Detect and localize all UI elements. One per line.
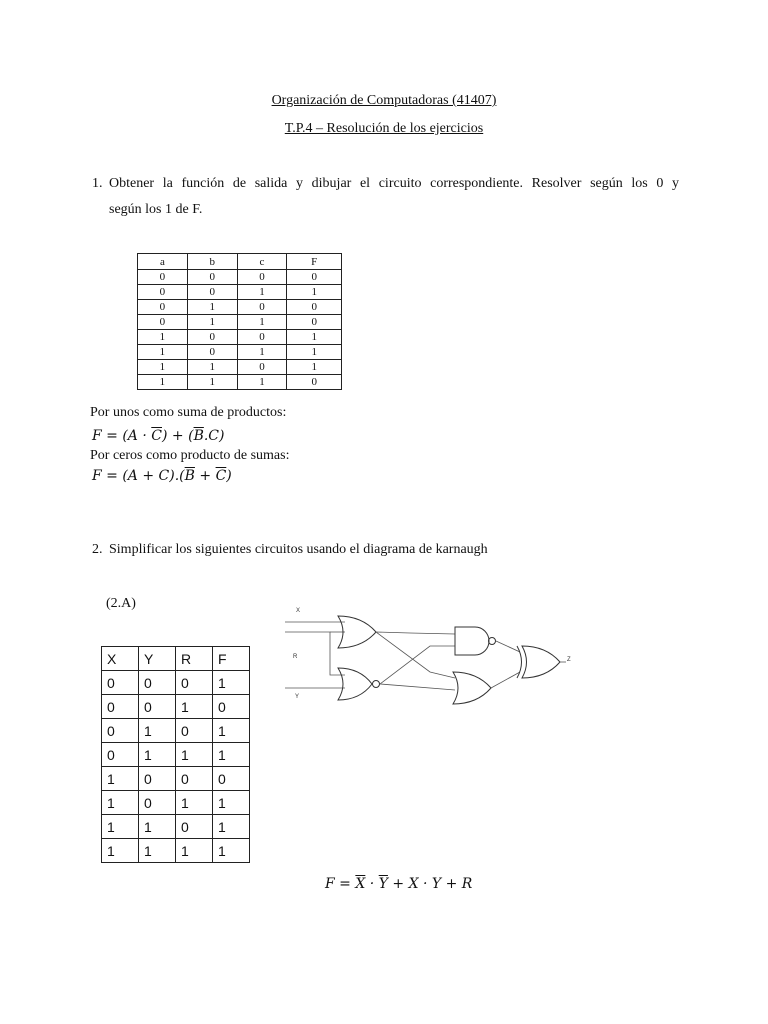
table-row	[138, 345, 342, 360]
table-cell: 0	[237, 300, 287, 315]
table-row	[138, 285, 342, 300]
table-cell: 0	[287, 270, 342, 285]
logic-circuit-diagram	[280, 600, 600, 710]
truth-table-2	[101, 646, 250, 863]
table-cell: 0	[237, 270, 287, 285]
table-cell: 0	[237, 330, 287, 345]
table-cell: 1	[213, 743, 250, 767]
table-cell: 1	[237, 315, 287, 330]
table-cell: 1	[102, 767, 139, 791]
table-cell: 1	[102, 815, 139, 839]
table-cell: 0	[237, 360, 287, 375]
table-cell: 0	[187, 270, 237, 285]
nor-gate-2-bubble	[373, 681, 380, 688]
pos-label: Por ceros como producto de sumas:	[90, 448, 290, 463]
sop-formula-text: $F = (A \cdot \overline{C}) + (\overline{B}.C)$	[92, 428, 225, 444]
table-cell: 1	[287, 285, 342, 300]
wire-or4-to-xor	[491, 672, 520, 688]
table-cell: 0	[102, 743, 139, 767]
table-row	[138, 330, 342, 345]
table-cell: 1	[237, 375, 287, 390]
table-cell: 0	[176, 719, 213, 743]
table-row	[102, 743, 250, 767]
exercise-1-statement-line1: Obtener la función de salida y dibujar el circuito correspondiente. Resolver según los 0 y	[109, 176, 679, 191]
table-cell: 0	[187, 345, 237, 360]
table-cell: 1	[213, 815, 250, 839]
table-row	[138, 300, 342, 315]
table-row	[138, 375, 342, 390]
table-cell: 0	[102, 695, 139, 719]
pos-formula	[92, 468, 232, 484]
table-cell: 0	[287, 375, 342, 390]
table-cell: 1	[139, 743, 176, 767]
table-cell: 0	[138, 315, 188, 330]
table-cell: 1	[176, 839, 213, 863]
table-cell: 1	[176, 791, 213, 815]
input-label-y: Y	[295, 694, 300, 700]
sop-label: Por unos como suma de productos:	[90, 405, 287, 420]
result-formula	[325, 876, 472, 892]
pos-formula-text: $F = (A + C).(\overline{B} + \overline{C})$	[92, 468, 232, 484]
table-cell: 0	[102, 719, 139, 743]
table-cell: 0	[187, 285, 237, 300]
table-cell: 1	[176, 743, 213, 767]
table-cell: 1	[287, 345, 342, 360]
table-cell: 1	[287, 330, 342, 345]
table-cell: 0	[139, 671, 176, 695]
nand-gate-3	[455, 627, 489, 655]
col-header-f: F	[287, 254, 342, 270]
xor-gate-5	[522, 646, 560, 678]
input-label-x: X	[296, 608, 301, 614]
table-cell: 0	[176, 767, 213, 791]
table-row	[138, 270, 342, 285]
table-row	[138, 360, 342, 375]
table-cell: 0	[139, 695, 176, 719]
table-cell: 1	[213, 719, 250, 743]
result-formula-text: $F = \overline{X} \cdot \overline{Y} + X \cdot Y + R$	[325, 876, 473, 892]
table-cell: 1	[187, 300, 237, 315]
table-cell: 1	[213, 839, 250, 863]
exercise-1-number: 1.	[92, 176, 103, 191]
table-cell: 1	[139, 815, 176, 839]
output-label-z: Z	[567, 657, 571, 663]
col-header-y: Y	[139, 647, 176, 671]
wire-nor2-to-or3	[380, 684, 455, 690]
table-row	[102, 839, 250, 863]
table-cell: 0	[138, 300, 188, 315]
table-row	[138, 315, 342, 330]
wire-nor2-to-nand	[380, 646, 455, 684]
col-header-f: F	[213, 647, 250, 671]
table-cell: 1	[187, 375, 237, 390]
table-cell: 0	[213, 767, 250, 791]
table-cell: 0	[139, 791, 176, 815]
table-cell: 1	[102, 791, 139, 815]
table-row	[102, 695, 250, 719]
sop-formula	[92, 428, 224, 444]
table-cell: 0	[287, 315, 342, 330]
wire-or1-to-or3	[376, 632, 455, 678]
col-header-c: c	[237, 254, 287, 270]
table-cell: 1	[138, 360, 188, 375]
table-cell: 0	[287, 300, 342, 315]
nand-gate-3-bubble	[489, 638, 496, 645]
table-cell: 0	[102, 671, 139, 695]
exercise-2-number: 2.	[92, 542, 103, 557]
table-cell: 1	[237, 285, 287, 300]
table-cell: 1	[139, 839, 176, 863]
table-cell: 1	[139, 719, 176, 743]
table-cell: 0	[176, 815, 213, 839]
col-header-x: X	[102, 647, 139, 671]
table-cell: 0	[187, 330, 237, 345]
wire-or1-to-nand	[376, 632, 455, 634]
table-row	[102, 815, 250, 839]
table-cell: 1	[138, 330, 188, 345]
col-header-b: b	[187, 254, 237, 270]
table-cell: 0	[213, 695, 250, 719]
exercise-2a-label: (2.A)	[106, 596, 136, 611]
col-header-a: a	[138, 254, 188, 270]
table-header-row	[102, 647, 250, 671]
table-cell: 0	[176, 671, 213, 695]
table-cell: 1	[187, 360, 237, 375]
table-header-row	[138, 254, 342, 270]
wire-nand-to-xor	[496, 641, 520, 652]
truth-table-1	[137, 253, 342, 390]
table-cell: 1	[138, 345, 188, 360]
table-cell: 1	[213, 791, 250, 815]
table-cell: 1	[213, 671, 250, 695]
table-cell: 1	[138, 375, 188, 390]
document-title: Organización de Computadoras (41407)	[271, 93, 497, 108]
table-row	[102, 719, 250, 743]
table-cell: 0	[138, 285, 188, 300]
table-row	[102, 791, 250, 815]
table-cell: 0	[139, 767, 176, 791]
input-label-r: R	[293, 654, 298, 660]
col-header-r: R	[176, 647, 213, 671]
document-subtitle: T.P.4 – Resolución de los ejercicios	[284, 121, 484, 136]
table-cell: 1	[176, 695, 213, 719]
table-cell: 1	[237, 345, 287, 360]
nor-gate-2	[338, 668, 372, 700]
table-row	[102, 671, 250, 695]
table-cell: 1	[187, 315, 237, 330]
table-cell: 1	[287, 360, 342, 375]
table-row	[102, 767, 250, 791]
exercise-2-statement: Simplificar los siguientes circuitos usando el diagrama de karnaugh	[109, 542, 488, 557]
table-cell: 0	[138, 270, 188, 285]
table-cell: 1	[102, 839, 139, 863]
or-gate-4	[453, 672, 491, 704]
exercise-1-statement-line2: según los 1 de F.	[109, 202, 203, 217]
